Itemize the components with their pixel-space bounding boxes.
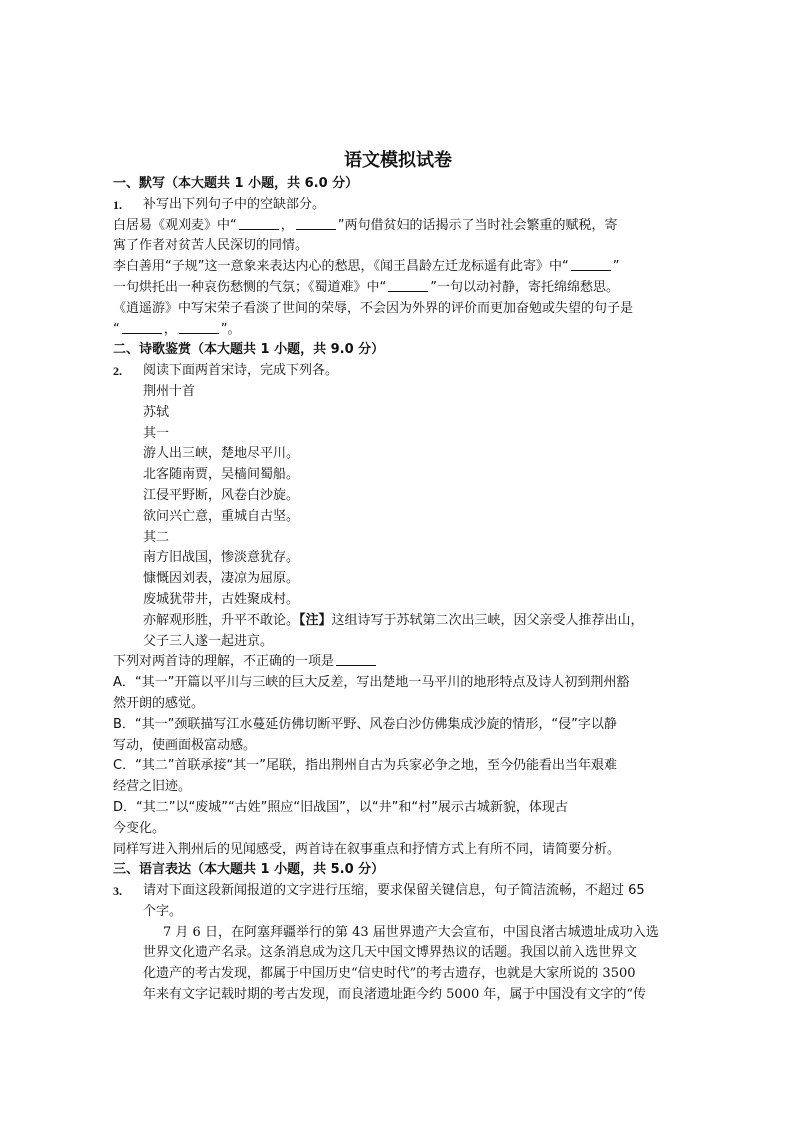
text: 一句烘托出一种哀伤愁恻的气氛；《蜀道难》中“ [113, 279, 387, 295]
poem-line-with-note [113, 611, 683, 632]
option-d: D．“其二”以“废城”“古姓”照应“旧战国”，以“井”和“村”展示古城新貌，体现古 [113, 799, 568, 815]
answer-blank[interactable] [388, 279, 428, 292]
text: ， [163, 321, 177, 337]
section-3-heading: 三、语言表达（本大题共 1 小题，共 5.0 分） [113, 862, 385, 878]
poem-part-heading: 其一 [143, 425, 170, 441]
sub-question [113, 652, 683, 673]
question-prompt-cont: 个字。 [143, 903, 183, 919]
answer-blank[interactable] [336, 653, 376, 666]
q1-line: 《逍遥游》中写宋荣子看淡了世间的荣辱，不会因为外界的评价而更加奋勉或失望的句子是 [113, 300, 634, 316]
option-b: B．“其一”颈联描写江水蔓延仿佛切断平野、风卷白沙仿佛集成沙旋的情形，“侵”字以静 [113, 716, 617, 732]
text: 下列对两首诗的理解，不正确的一项是 [113, 654, 335, 670]
sub-question: 同样写进入荆州后的见闻感受，两首诗在叙事重点和抒情方式上有所不同，请简要分析。 [113, 841, 621, 857]
option-d-cont: 今变化。 [113, 820, 166, 836]
news-text: 7 月 6 日，在阿塞拜疆举行的第 43 届世界遗产大会宣布，中国良渚古城遗址成功入选 [163, 924, 659, 940]
poem-author: 苏轼 [143, 404, 170, 420]
question-2 [113, 361, 683, 382]
text: ”两句借贫妇的话揭示了当时社会繁重的赋税，寄 [337, 217, 618, 233]
text: ， [280, 217, 294, 233]
news-text: 年来有文字记载时期的考古发现，而良渚遗址距今约 5000 年，属于中国没有文字的“传 [143, 987, 646, 1003]
question-prompt: 请对下面这段新闻报道的文字进行压缩，要求保留关键信息，句子简洁流畅，不超过 65 [143, 883, 645, 899]
poem-line: 欲问兴亡意，重城自古坚。 [143, 508, 300, 524]
option-a: A．“其一”开篇以平川与三峡的巨大反差，写出楚地一马平川的地形特点及诗人初到荆州豁 [113, 675, 630, 691]
poem-line: 江侵平野断，风卷白沙旋。 [143, 487, 300, 503]
question-prompt: 补写出下列句子中的空缺部分。 [143, 196, 326, 212]
question-number: 1. [113, 197, 122, 212]
poem-part-heading: 其二 [143, 529, 170, 545]
poem-title: 荆州十首 [143, 383, 196, 399]
section-1-heading: 一、默写（本大题共 1 小题，共 6.0 分） [113, 176, 359, 191]
q1-line [113, 320, 683, 341]
note-text: 父子三人遂一起进京。 [143, 633, 274, 649]
poem-line: 慷慨因刘表，凄凉为屈原。 [143, 571, 300, 587]
text: ” [612, 259, 620, 275]
text: 白居易《观刈麦》中“ [113, 217, 237, 233]
option-a-cont: 然开朗的感觉。 [113, 695, 205, 711]
poem-line: 亦解观形胜，升平不敢论。 [143, 612, 300, 628]
exam-page [113, 148, 683, 1006]
poem-line: 北客随南贾，吴樯间蜀船。 [143, 467, 300, 483]
answer-blank[interactable] [239, 217, 279, 230]
option-b-cont: 写动，使画面极富动感。 [113, 737, 257, 753]
news-text: 世界文化遗产名录。这条消息成为这几天中国文博界热议的话题。我国以前入选世界文 [143, 945, 638, 961]
poem-line: 废城犹带井，古姓聚成村。 [143, 591, 300, 607]
q1-line [113, 278, 683, 299]
q1-line: 寓了作者对贫苦人民深切的同情。 [113, 238, 309, 254]
question-number: 3. [113, 884, 122, 899]
answer-blank[interactable] [296, 217, 336, 230]
poem-line: 南方旧战国，惨淡意犹存。 [143, 550, 300, 566]
page-title: 语文模拟试卷 [344, 150, 452, 171]
question-1 [113, 195, 683, 216]
question-3 [113, 881, 683, 902]
text: “ [113, 321, 120, 337]
question-prompt: 阅读下面两首宋诗，完成下列各。 [143, 363, 339, 379]
news-text: 化遗产的考古发现，都属于中国历史“信史时代”的考古遗存，也就是大家所说的 3500 [143, 966, 636, 982]
text: ”。 [220, 321, 241, 337]
option-c-cont: 经营之旧迹。 [113, 779, 192, 795]
answer-blank[interactable] [179, 321, 219, 334]
answer-blank[interactable] [571, 258, 611, 271]
note-label: 【注】 [299, 612, 332, 628]
section-2-heading: 二、诗歌鉴赏（本大题共 1 小题，共 9.0 分） [113, 342, 385, 358]
option-c: C．“其二”首联承接“其一”尾联，指出荆州自古为兵家必争之地，至今仍能看出当年艰难 [113, 758, 618, 774]
poem-line: 游人出三峡，楚地尽平川。 [143, 446, 300, 462]
text: 李白善用“子规”这一意象来表达内心的愁思，《闻王昌龄左迁龙标遥有此寄》中“ [113, 259, 569, 275]
text: ”一句以动衬静，寄托绵绵愁思。 [430, 279, 619, 295]
q1-line [113, 216, 683, 237]
note-text: 这组诗写于苏轼第二次出三峡，因父亲受人推荐出山， [331, 612, 644, 628]
question-number: 2. [113, 364, 122, 379]
answer-blank[interactable] [122, 321, 162, 334]
q1-line [113, 257, 683, 278]
